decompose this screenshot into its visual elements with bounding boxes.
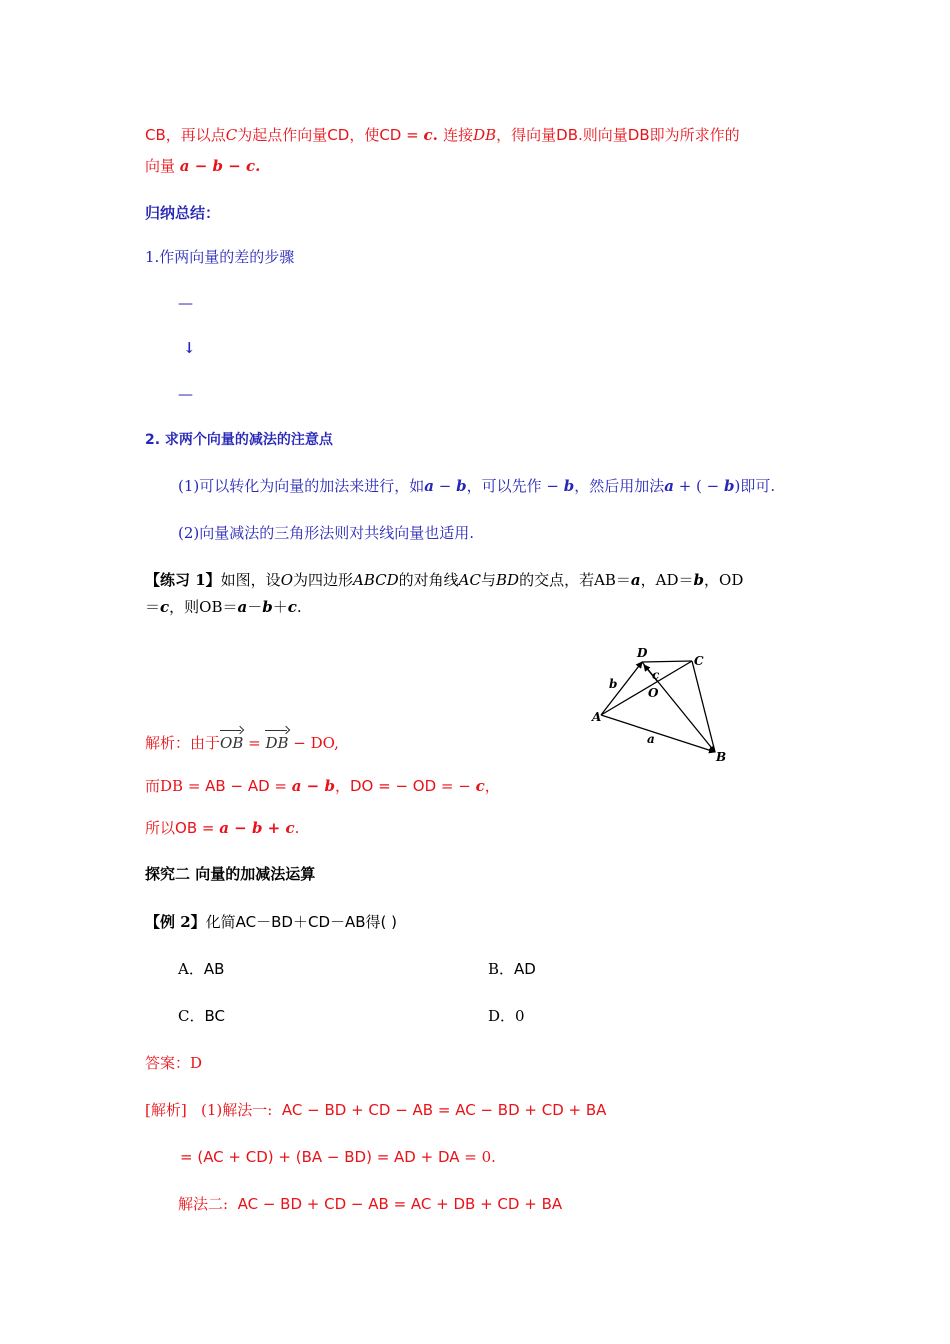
label-b: b xyxy=(609,677,618,691)
analysis-line-3: 解法二: AC − BD + CD − AB = AC + DB + CD + BA xyxy=(178,1195,563,1213)
label-D: D xyxy=(637,646,648,660)
intro-line-1: CB，再以点C为起点作向量CD，使CD = c. 连接DB，得向量DB.则向量DB即为所求作的 xyxy=(145,126,740,144)
option-b[interactable]: B．AD xyxy=(488,960,536,978)
analysis-line-1: [解析] (1)解法一: AC − BD + CD − AB = AC − BD + CD + BA xyxy=(145,1101,607,1119)
answer: 答案：D xyxy=(145,1054,203,1072)
option-d[interactable]: D．0 xyxy=(488,1007,525,1025)
label-O: O xyxy=(648,686,659,700)
practice-1-line-1: 【练习 1】如图，设O为四边形ABCD的对角线AC与BD的交点，若AB＝a，AD＝b，OD xyxy=(145,571,744,589)
solution-line-2: 而DB = AB − AD = a − b，DO = − OD = − c， xyxy=(145,777,500,795)
quadrilateral-figure xyxy=(585,645,735,770)
edge-AD xyxy=(601,662,642,715)
analysis-line-2: = (AC + CD) + (BA − BD) = AD + DA = 0. xyxy=(180,1148,496,1166)
solution-line-3: 所以OB = a − b + c. xyxy=(145,819,300,837)
summary-point-1: 1.作两向量的差的步骤 xyxy=(145,248,295,266)
label-a: a xyxy=(647,732,655,746)
solution-line-1: 解析：由于OB = DB − DO, xyxy=(145,734,339,752)
edge-DC xyxy=(642,661,692,662)
summary-dash-1: — xyxy=(178,294,193,312)
label-A: A xyxy=(592,710,602,724)
label-C: C xyxy=(694,654,704,668)
label-B: B xyxy=(716,750,727,764)
summary-heading: 归纳总结： xyxy=(145,204,221,222)
label-c: c xyxy=(652,668,660,682)
intro-line-2: 向量 a − b − c. xyxy=(145,157,261,175)
summary-note-2: (2)向量减法的三角形法则对共线向量也适用. xyxy=(178,524,475,542)
example-2-stem: 【例 2】化简AC－BD＋CD－AB得( ) xyxy=(145,913,398,931)
option-a[interactable]: A．AB xyxy=(178,960,225,978)
edge-AB xyxy=(601,715,715,752)
option-c[interactable]: C．BC xyxy=(178,1007,225,1025)
practice-1-line-2: ＝c，则OB＝a－b＋c. xyxy=(145,598,302,616)
section-2-title: 探究二 向量的加减法运算 xyxy=(145,865,316,883)
summary-point-2: 2. 求两个向量的减法的注意点 xyxy=(145,432,333,448)
summary-note-1: (1)可以转化为向量的加法来进行，如a − b，可以先作 − b，然后用加法a + ( − b)即可. xyxy=(178,477,776,495)
summary-dash-2: — xyxy=(178,385,193,403)
summary-down-arrow-icon: ↓ xyxy=(183,339,196,357)
